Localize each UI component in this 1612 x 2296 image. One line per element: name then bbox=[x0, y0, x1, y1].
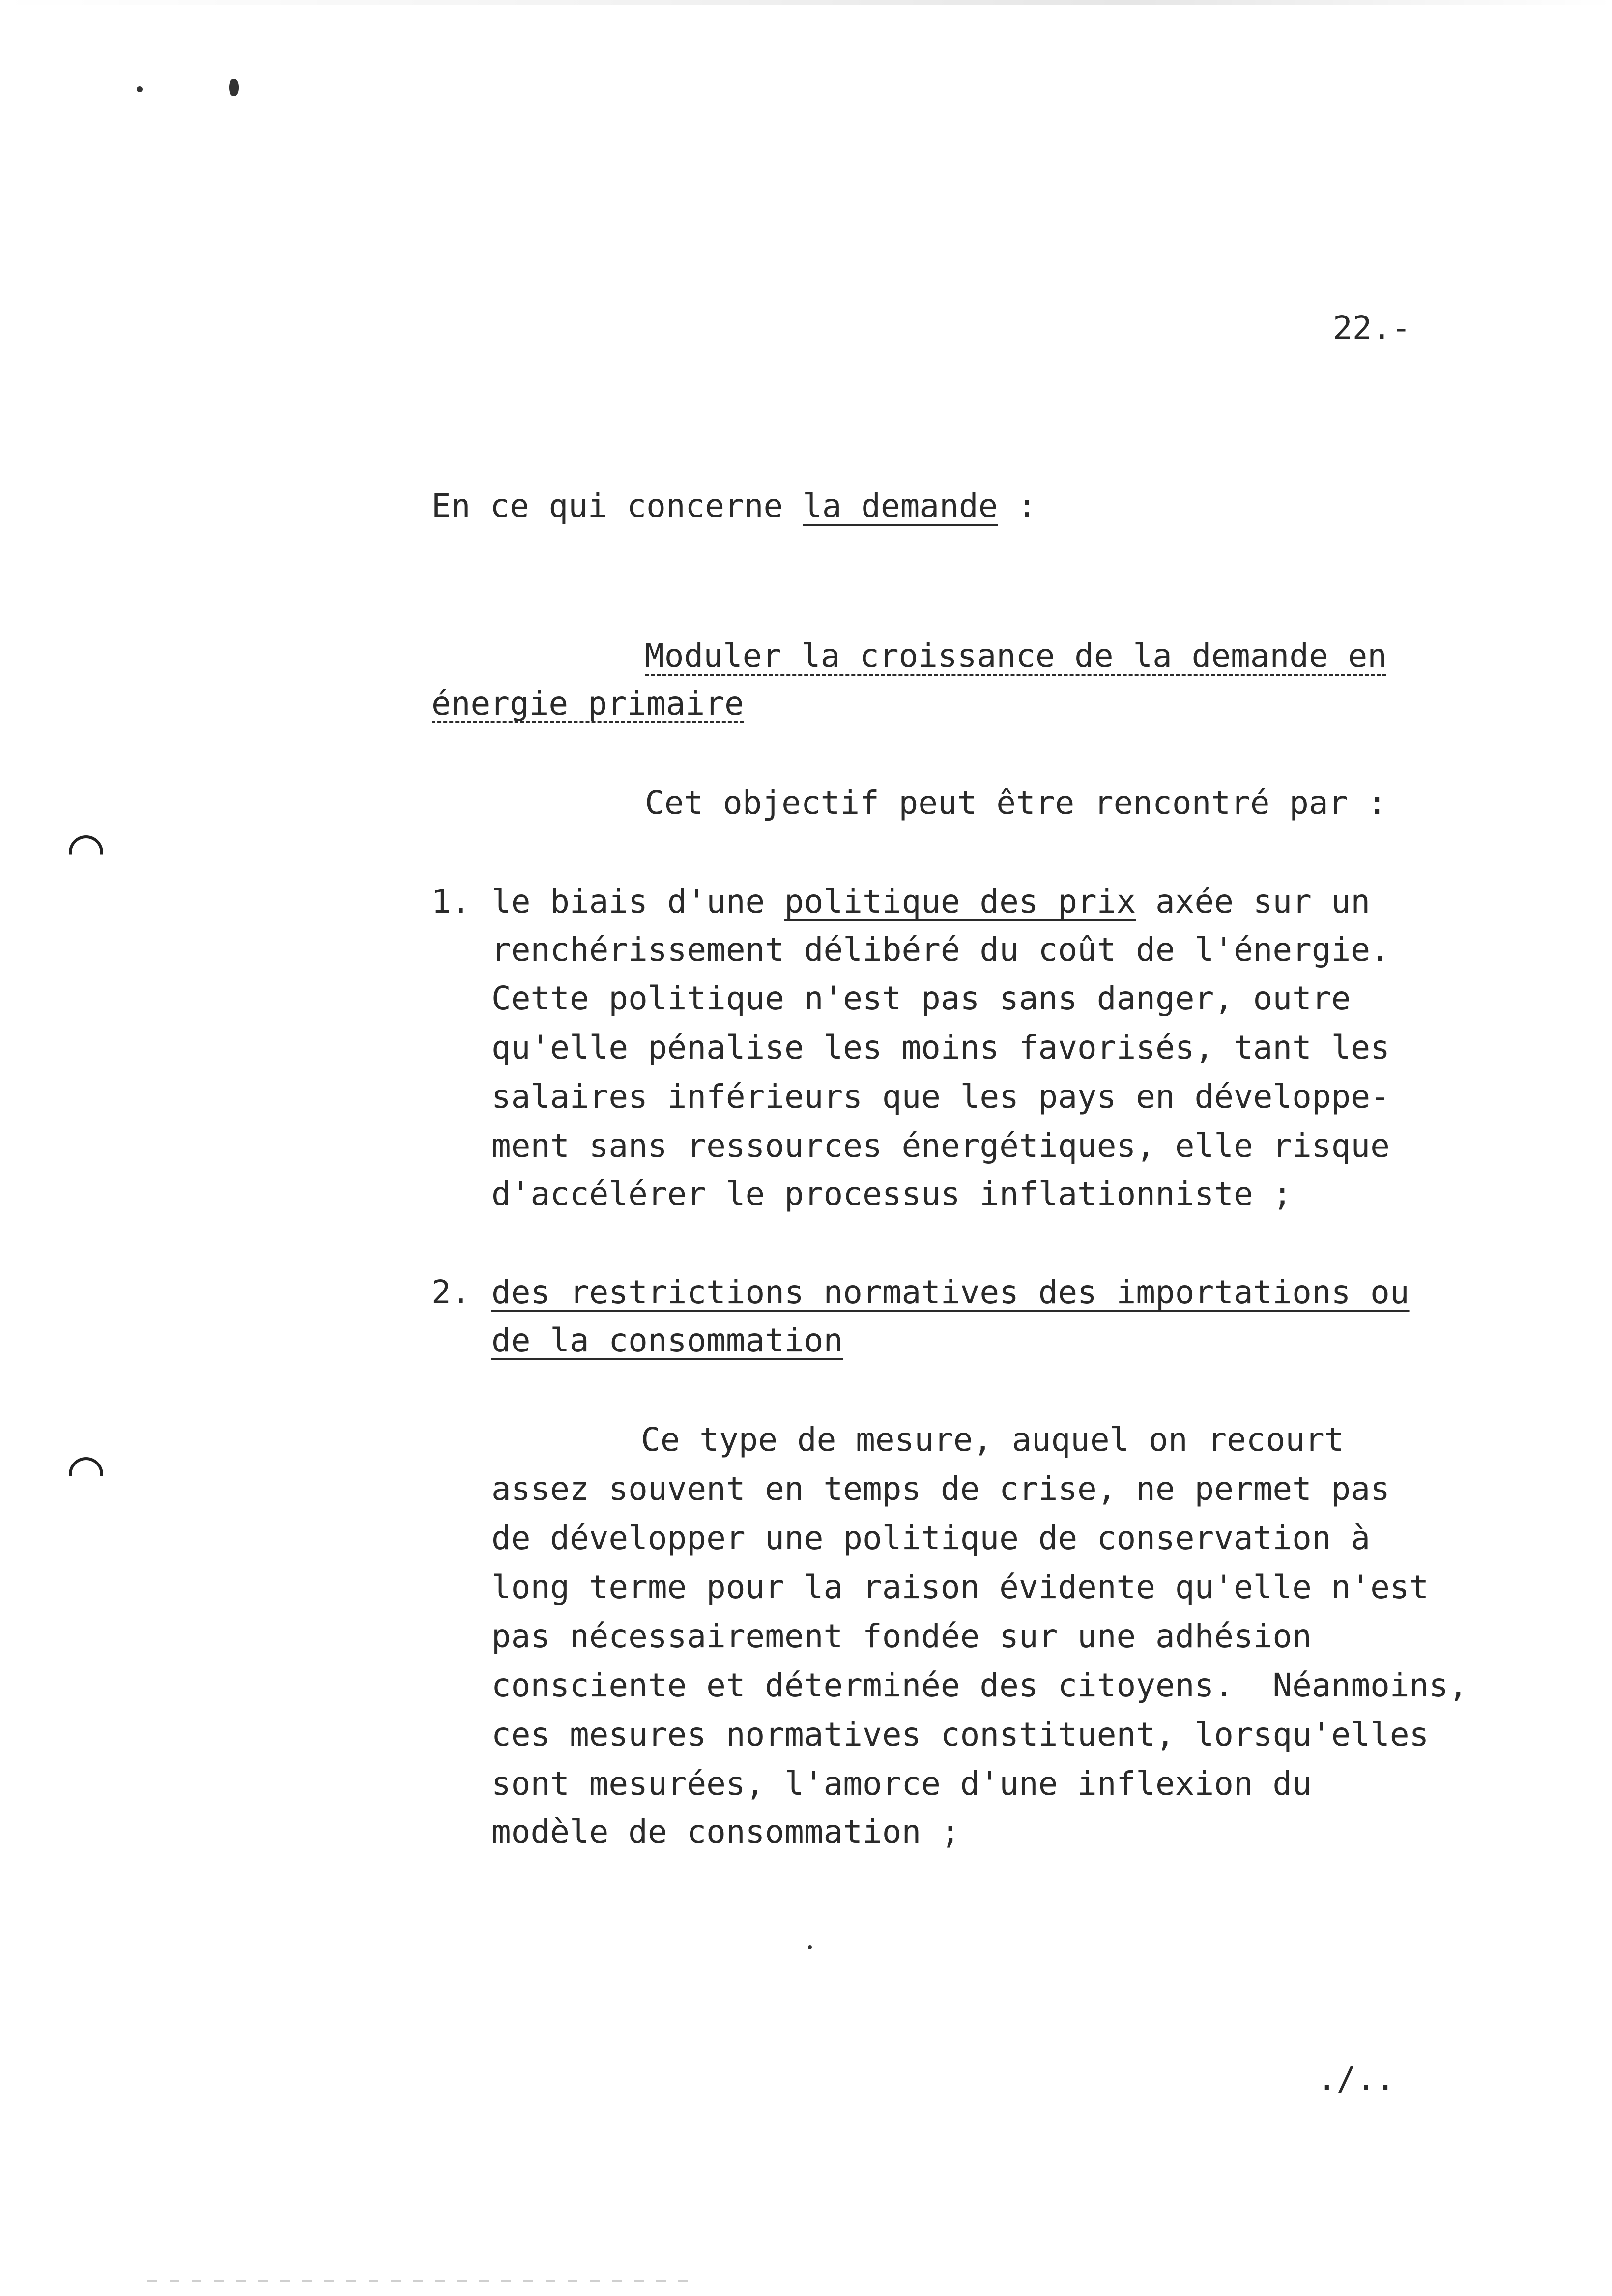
item-2-body-line-1: Ce type de mesure, auquel on recourt bbox=[641, 1421, 1344, 1459]
item-2-body-line-4: long terme pour la raison évidente qu'elle n'est bbox=[491, 1568, 1429, 1606]
section-heading bbox=[432, 487, 1037, 526]
item-1-underlined: politique des prix bbox=[784, 883, 1136, 920]
item-2-body-line-5: pas nécessairement fondée sur une adhésion bbox=[491, 1617, 1312, 1655]
heading-underlined: la demande bbox=[802, 487, 998, 525]
item-1-line-5: salaires inférieurs que les pays en développe- bbox=[491, 1078, 1390, 1116]
punch-dot-small bbox=[137, 86, 143, 92]
heading-prefix: En ce qui concerne bbox=[432, 487, 803, 525]
scan-edge-top bbox=[0, 0, 1612, 5]
item-1-line-7: d'accélérer le processus inflationniste ; bbox=[491, 1175, 1293, 1213]
scan-edge-bottom bbox=[147, 2280, 688, 2282]
item-1-line-2: renchérissement délibéré du coût de l'énergie. bbox=[491, 931, 1390, 969]
item-1-number: 1. bbox=[432, 883, 471, 920]
item-1-line-6: ment sans ressources énergétiques, elle risque bbox=[491, 1127, 1390, 1165]
stray-dot bbox=[808, 1945, 812, 1949]
binding-hole-mark-upper bbox=[69, 835, 103, 870]
intro-sentence: Cet objectif peut être rencontré par : bbox=[645, 784, 1387, 822]
binding-hole-mark-lower bbox=[69, 1457, 103, 1492]
item-1-line-4: qu'elle pénalise les moins favorisés, tant les bbox=[491, 1029, 1390, 1066]
item-1-prefix: le biais d'une bbox=[491, 883, 785, 920]
item-2-title-line-1: des restrictions normatives des importations ou bbox=[491, 1273, 1410, 1311]
item-2-body-line-8: sont mesurées, l'amorce d'une inflexion du bbox=[491, 1765, 1312, 1803]
item-2-body-line-2: assez souvent en temps de crise, ne permet pas bbox=[491, 1470, 1390, 1508]
objective-line-2: énergie primaire bbox=[432, 685, 744, 722]
continuation-mark: ./.. bbox=[1317, 2060, 1395, 2097]
item-2-number: 2. bbox=[432, 1273, 471, 1311]
item-1-line-1 bbox=[491, 882, 1370, 921]
item-2-body-line-3: de développer une politique de conservation à bbox=[491, 1519, 1371, 1557]
item-2-title-line-2: de la consommation bbox=[491, 1321, 843, 1359]
item-2-body-line-6: consciente et déterminée des citoyens. Néanmoins, bbox=[491, 1666, 1468, 1704]
heading-suffix: : bbox=[998, 487, 1037, 525]
objective-line-1: Moduler la croissance de la demande en bbox=[645, 637, 1387, 675]
item-2-body-line-9: modèle de consommation ; bbox=[491, 1813, 960, 1851]
punch-dot-large bbox=[229, 79, 239, 96]
item-2-body-line-7: ces mesures normatives constituent, lorsqu'elles bbox=[491, 1716, 1429, 1753]
page-number: 22.- bbox=[1333, 309, 1411, 347]
item-1-line-3: Cette politique n'est pas sans danger, outre bbox=[491, 979, 1351, 1017]
item-1-suffix: axée sur un bbox=[1136, 883, 1371, 920]
